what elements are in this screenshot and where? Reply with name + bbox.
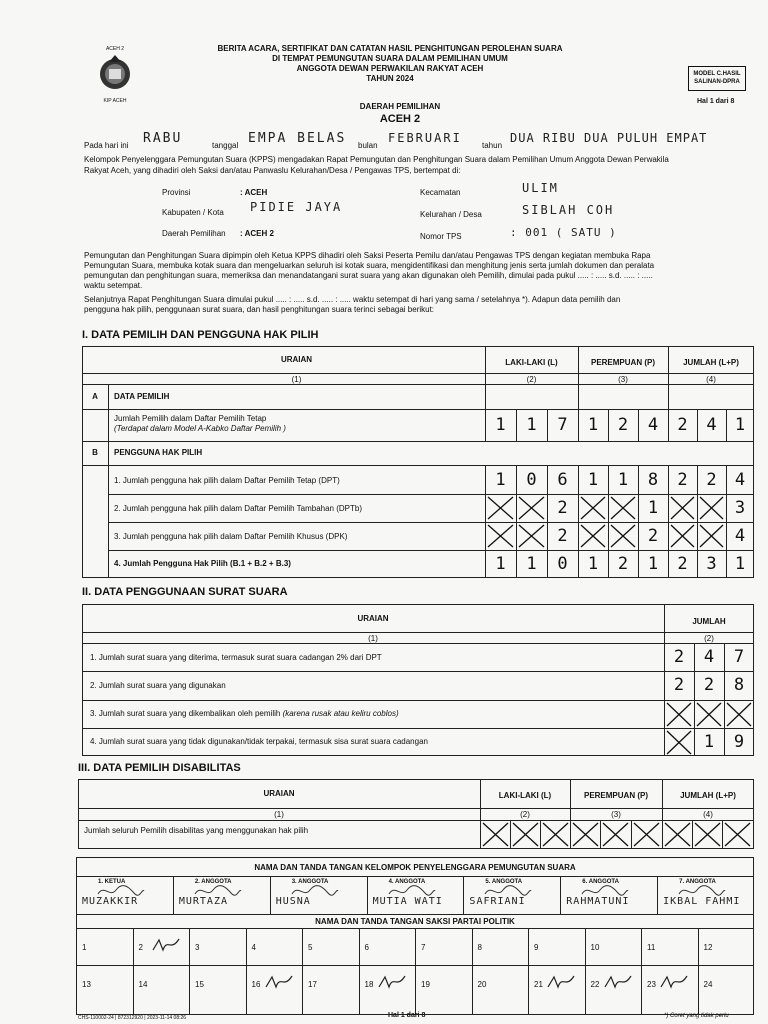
s1-b1-digit: 2 xyxy=(706,469,717,490)
s1-b3-digit: 2 xyxy=(647,526,659,546)
s1-a1-sub: (Terdapat dalam Model A-Kabko Daftar Pemilih ) xyxy=(114,424,286,433)
saksi-signature xyxy=(546,973,576,991)
saksi-number: 17 xyxy=(308,980,317,989)
kecamatan-label: Kecamatan xyxy=(420,188,461,197)
title-line-1: BERITA ACARA, SERTIFIKAT DAN CATATAN HASIL PENGHITUNGAN PEROLEHAN SUARA xyxy=(217,44,563,53)
s1-b4-digit: 2 xyxy=(617,554,629,574)
kpps-member-name: HUSNA xyxy=(275,896,311,907)
s2-row-1-text: 1. Jumlah surat suara yang diterima, termasuk surat suara cadangan 2% dari DPT xyxy=(90,653,382,662)
s2-row-2-digit: 2 xyxy=(703,675,715,695)
s1-b-letter: B xyxy=(92,448,98,457)
kpps-role: 7. ANGGOTA xyxy=(679,879,716,885)
s3-header-perempuan: PEREMPUAN (P) xyxy=(583,791,648,800)
s1-b3-cross xyxy=(486,523,515,549)
saksi-number: 19 xyxy=(421,980,430,989)
saksi-number: 20 xyxy=(477,980,487,989)
kpps-signature xyxy=(387,884,437,898)
s2-row-1-digit: 4 xyxy=(703,647,715,667)
s1-b3-text: 3. Jumlah pengguna hak pilih dalam Daftar Pemilih Khusus (DPK) xyxy=(114,532,348,541)
s3-cross-cell xyxy=(723,821,752,848)
s2-col-2: (2) xyxy=(704,634,714,643)
s1-header-jumlah: JUMLAH (L+P) xyxy=(683,358,739,367)
kpps-role: 2. ANGGOTA xyxy=(194,879,232,885)
s1-b-title: PENGGUNA HAK PILIH xyxy=(114,448,203,457)
s1-b3-cross xyxy=(609,523,637,549)
s1-b1-digit: 1 xyxy=(495,469,506,490)
kpps-title: NAMA DAN TANDA TANGAN KELOMPOK PENYELENGGARA PEMUNGUTAN SUARA xyxy=(254,863,576,872)
saksi-signature xyxy=(659,973,689,991)
saksi-number: 3 xyxy=(195,943,200,952)
kpps-member-name: RAHMATUNI xyxy=(566,896,630,907)
saksi-number: 24 xyxy=(703,980,713,989)
s3-header-laki: LAKI-LAKI (L) xyxy=(498,791,552,800)
kpps-member-name: MUZAKKIR xyxy=(82,896,139,907)
footer-page: Hal 1 dari 8 xyxy=(388,1012,426,1019)
s1-b2-cross xyxy=(579,495,607,521)
s3-col-4: (4) xyxy=(703,810,713,819)
s1-b1-digit: 6 xyxy=(557,469,568,490)
s1-b4-digit: 1 xyxy=(587,554,599,574)
tanggal-label: tanggal xyxy=(212,141,239,150)
kabupaten-value: PIDIE JAYA xyxy=(250,200,343,214)
s1-b2-cross xyxy=(609,495,637,521)
intro-line-2: Kelompok Penyelenggara Pemungutan Suara (KPPS) mengadakan Rapat Pemungutan dan Penghitungan Suara dalam Pemilihan Umum Anggota Dewan Perwakila xyxy=(84,155,669,164)
para-line-5: Selanjutnya Rapat Penghitungan Suara dimulai pukul ..... : ..... s.d. ..... : ..... waktu setempat di hari yang sama / setelahnya *). Adapun data pemilih dan xyxy=(84,295,621,304)
kpps-signature xyxy=(96,884,146,898)
s1-a1-digit: 7 xyxy=(557,415,568,435)
dapil-label: Daerah Pemilihan xyxy=(162,229,226,238)
dapil-value: : ACEH 2 xyxy=(240,229,274,238)
model-box xyxy=(688,66,746,91)
s1-b4-digit: 1 xyxy=(647,554,659,574)
kpps-role: 4. ANGGOTA xyxy=(388,879,426,885)
tahun-label: tahun xyxy=(482,141,503,150)
s1-b2-cross xyxy=(486,495,515,521)
s2-row-3-cross xyxy=(665,701,693,728)
s1-header-perempuan: PEREMPUAN (P) xyxy=(590,358,655,367)
saksi-number: 9 xyxy=(534,943,539,952)
s1-col-1: (1) xyxy=(291,375,302,384)
s1-b2-digit: 2 xyxy=(557,498,568,518)
s2-row-4-digit: 1 xyxy=(703,732,715,752)
saksi-number: 10 xyxy=(590,943,600,952)
model-code: MODEL C.HASIL xyxy=(693,71,741,77)
s3-cross-cell xyxy=(663,821,692,848)
s1-b2-cross xyxy=(517,495,546,521)
saksi-number: 22 xyxy=(590,980,600,989)
s2-row-2-digit: 2 xyxy=(673,675,685,695)
hari-value: RABU xyxy=(143,131,183,146)
saksi-number: 7 xyxy=(421,943,426,952)
s2-row-4-text: 4. Jumlah surat suara yang tidak digunakan/tidak terpakai, termasuk sisa surat suara cadangan xyxy=(90,737,428,746)
s3-cross-cell xyxy=(693,821,722,848)
s1-col-3: (3) xyxy=(618,375,628,384)
s1-a-title: DATA PEMILIH xyxy=(114,392,170,401)
s1-b2-digit: 3 xyxy=(734,498,746,518)
footer-note: *) Coret yang tidak perlu xyxy=(664,1013,729,1019)
s1-b1-text: 1. Jumlah pengguna hak pilih dalam Daftar Pemilih Tetap (DPT) xyxy=(114,476,340,485)
s1-b1-digit: 0 xyxy=(526,469,537,490)
dapil-heading-value: ACEH 2 xyxy=(379,113,421,125)
intro-line-3: Rakyat Aceh, yang dihadiri oleh Saksi dan/atau Panwaslu Kelurahan/Desa / Pengawas TPS, bertempat di: xyxy=(84,166,461,175)
s2-row-2-text: 2. Jumlah surat suara yang digunakan xyxy=(90,681,226,690)
s1-b3-digit: 4 xyxy=(734,526,746,546)
para-line-3: pemungutan dan penghitungan suara, memeriksa dan menandatangani surat suara yang akan digunakan oleh Pemilih, dimulai pada pukul ..... : ..... s.d. ..... : ..... xyxy=(84,271,653,280)
kpps-role: 6. ANGGOTA xyxy=(582,879,619,885)
s3-cross-cell xyxy=(541,821,570,848)
saksi-number: 16 xyxy=(251,980,261,989)
bulan-value: FEBRUARI xyxy=(388,131,462,145)
saksi-number: 11 xyxy=(647,943,656,952)
saksi-signature xyxy=(151,936,181,954)
s1-b1-digit: 1 xyxy=(587,469,599,490)
s1-b2-text: 2. Jumlah pengguna hak pilih dalam Daftar Pemilih Tambahan (DPTb) xyxy=(114,504,362,513)
s1-a1-digit: 4 xyxy=(647,415,659,435)
kabupaten-label: Kabupaten / Kota xyxy=(162,208,224,217)
s1-a1-digit: 1 xyxy=(526,415,537,435)
saksi-number: 2 xyxy=(138,943,143,952)
s2-row-1-digit: 7 xyxy=(733,647,745,667)
s1-a1-digit: 1 xyxy=(495,415,506,435)
s3-row-text: Jumlah seluruh Pemilih disabilitas yang menggunakan hak pilih xyxy=(84,826,309,835)
kelurahan-value: SIBLAH COH xyxy=(522,203,615,217)
saksi-number: 8 xyxy=(477,943,482,952)
s1-b3-cross xyxy=(517,523,546,549)
title-line-3: ANGGOTA DEWAN PERWAKILAN RAKYAT ACEH xyxy=(296,64,484,73)
saksi-signature xyxy=(603,973,633,991)
intro-paragraph xyxy=(84,251,654,315)
s1-b4-digit: 0 xyxy=(557,554,568,574)
saksi-title: NAMA DAN TANDA TANGAN SAKSI PARTAI POLITIK xyxy=(315,917,515,926)
s3-cross-cell xyxy=(511,821,540,848)
s3-cross-cell xyxy=(632,821,661,848)
s1-b1-digit: 2 xyxy=(677,469,688,490)
para-line-1: Pemungutan dan Penghitungan Suara dipimpin oleh Ketua KPPS dihadiri oleh Saksi Peserta Pemilu dan/atau Pengawas TPS dengan kegiatan membuka Rapa xyxy=(84,251,651,260)
s1-a1-digit: 2 xyxy=(617,415,629,435)
s1-b3-digit: 2 xyxy=(557,526,568,546)
para-line-6: pengguna hak pilih, penggunaan surat suara, dan hasil penghitungan suara terinci sebagai berikut: xyxy=(84,305,435,314)
s1-b1-digit: 4 xyxy=(734,469,746,490)
kpps-signature xyxy=(483,884,533,898)
provinsi-label: Provinsi xyxy=(162,188,191,197)
s1-b3-cross xyxy=(698,523,725,549)
tahun-value: DUA RIBU DUA PULUH EMPAT xyxy=(510,131,708,145)
saksi-number: 21 xyxy=(534,980,543,989)
s1-b4-digit: 1 xyxy=(495,554,506,574)
saksi-number: 4 xyxy=(251,943,256,952)
s1-a1-digit: 1 xyxy=(734,415,746,435)
s1-b2-digit: 1 xyxy=(647,498,659,518)
hari-label: Pada hari ini xyxy=(84,141,129,150)
kip-logo xyxy=(95,44,135,104)
s1-header-uraian: URAIAN xyxy=(280,355,313,364)
kpps-signature xyxy=(193,884,243,898)
saksi-number: 5 xyxy=(308,943,313,952)
s3-cross-cell xyxy=(571,821,600,848)
s1-col-4: (4) xyxy=(706,375,716,384)
s1-a1-digit: 2 xyxy=(677,415,688,435)
s1-b3-cross xyxy=(579,523,607,549)
s2-row-4-digit: 9 xyxy=(733,732,745,752)
s3-cross-cell xyxy=(481,821,510,848)
s2-row-3-main: 3. Jumlah surat suara yang dikembalikan oleh pemilih xyxy=(90,709,281,718)
s1-a-letter: A xyxy=(92,392,98,401)
kpps-member-name: MUTIA WATI xyxy=(372,896,443,907)
s1-b1-digit: 1 xyxy=(617,469,629,490)
s2-header-uraian: URAIAN xyxy=(357,614,389,623)
saksi-number: 13 xyxy=(82,980,91,989)
kpps-signature xyxy=(677,884,727,898)
s1-header-laki: LAKI-LAKI (L) xyxy=(505,358,558,367)
s1-a1-digit: 4 xyxy=(706,415,717,435)
s1-col-2: (2) xyxy=(526,375,537,384)
kpps-member-name: SAFRIANI xyxy=(469,896,526,907)
s3-col-1: (1) xyxy=(274,810,284,819)
s1-b3-cross xyxy=(669,523,696,549)
saksi-number: 15 xyxy=(195,980,204,989)
s2-row-4-cross xyxy=(665,729,693,756)
bulan-label: bulan xyxy=(358,141,378,150)
tanggal-value: EMPA BELAS xyxy=(248,131,347,146)
saksi-number: 6 xyxy=(364,943,369,952)
s3-cross-cell xyxy=(601,821,630,848)
s2-row-3-text xyxy=(90,709,399,719)
s1-a1-text: Jumlah Pemilih dalam Daftar Pemilih Tetap xyxy=(114,414,267,423)
s3-col-3: (3) xyxy=(611,810,621,819)
s1-b1-digit: 8 xyxy=(647,469,659,490)
saksi-signature xyxy=(377,973,407,991)
tps-value: : 001 ( SATU ) xyxy=(510,226,617,239)
saksi-number: 1 xyxy=(82,943,87,952)
kpps-signature xyxy=(290,884,340,898)
para-line-4: waktu setempat. xyxy=(84,281,143,290)
title-line-4: TAHUN 2024 xyxy=(366,74,414,83)
provinsi-value: : ACEH xyxy=(240,188,268,197)
s2-row-3-note: (karena rusak atau keliru coblos) xyxy=(282,709,399,718)
s2-col-1: (1) xyxy=(368,634,378,643)
s2-row-3-cross xyxy=(725,701,753,728)
s1-b2-cross xyxy=(669,495,696,521)
s2-header-jumlah: JUMLAH xyxy=(692,617,726,626)
section-1-title: I. DATA PEMILIH DAN PENGGUNA HAK PILIH xyxy=(82,329,319,341)
saksi-number: 12 xyxy=(703,943,713,952)
logo-bottom-text: KIP ACEH xyxy=(103,98,127,104)
model-variant: SALINAN-DPRA xyxy=(694,79,740,85)
dapil-heading: DAERAH PEMILIHAN xyxy=(359,102,441,111)
s1-b4-digit: 1 xyxy=(734,554,746,574)
kpps-member-name: IKBAL FAHMI xyxy=(663,896,741,907)
kpps-member-name: MURTAZA xyxy=(178,896,228,907)
s2-row-2-digit: 8 xyxy=(733,675,745,695)
kecamatan-value: ULIM xyxy=(522,181,559,195)
kpps-role: 1. KETUA xyxy=(98,879,126,885)
para-line-2: Pemungutan Suara, membuka kotak suara dan mengeluarkan seluruh isi kotak suara, mengidentifikasi dan menghitung jenis serta jumlah dokumen dan peralata xyxy=(84,261,655,270)
s3-header-jumlah: JUMLAH (L+P) xyxy=(680,791,736,800)
section-2-table xyxy=(82,604,754,756)
s1-a1-digit: 1 xyxy=(587,415,599,435)
s3-header-uraian: URAIAN xyxy=(263,789,295,798)
doc-title xyxy=(180,44,600,84)
logo-top-text: ACEH 2 xyxy=(105,46,125,52)
section-3-title: III. DATA PEMILIH DISABILITAS xyxy=(78,762,241,774)
s2-row-1-digit: 2 xyxy=(673,647,685,667)
title-line-2: DI TEMPAT PEMUNGUTAN SUARA DALAM PEMILIHAN UMUM xyxy=(272,54,508,63)
s1-b2-cross xyxy=(698,495,725,521)
s2-row-3-cross xyxy=(695,701,723,728)
section-2-title: II. DATA PENGGUNAAN SURAT SUARA xyxy=(82,586,288,598)
saksi-number: 14 xyxy=(138,980,148,989)
page-number-top: Hal 1 dari 8 xyxy=(697,98,735,105)
s1-b4-digit: 1 xyxy=(526,554,537,574)
saksi-number: 23 xyxy=(647,980,656,989)
kpps-role: 3. ANGGOTA xyxy=(291,879,329,885)
saksi-number: 18 xyxy=(364,980,374,989)
s1-b4-text: 4. Jumlah Pengguna Hak Pilih (B.1 + B.2 + B.3) xyxy=(114,559,291,568)
s3-col-2: (2) xyxy=(520,810,530,819)
kelurahan-label: Kelurahan / Desa xyxy=(420,210,482,219)
s1-b4-digit: 3 xyxy=(706,554,717,574)
kpps-role: 5. ANGGOTA xyxy=(485,879,523,885)
footer-doc-id: CHS-110002-24 | 872312920 | 2023-11-14 08:26 xyxy=(78,1015,187,1021)
kpps-signature xyxy=(580,884,630,898)
saksi-signature xyxy=(264,973,294,991)
tps-label: Nomor TPS xyxy=(420,232,462,241)
s1-b4-digit: 2 xyxy=(677,554,688,574)
